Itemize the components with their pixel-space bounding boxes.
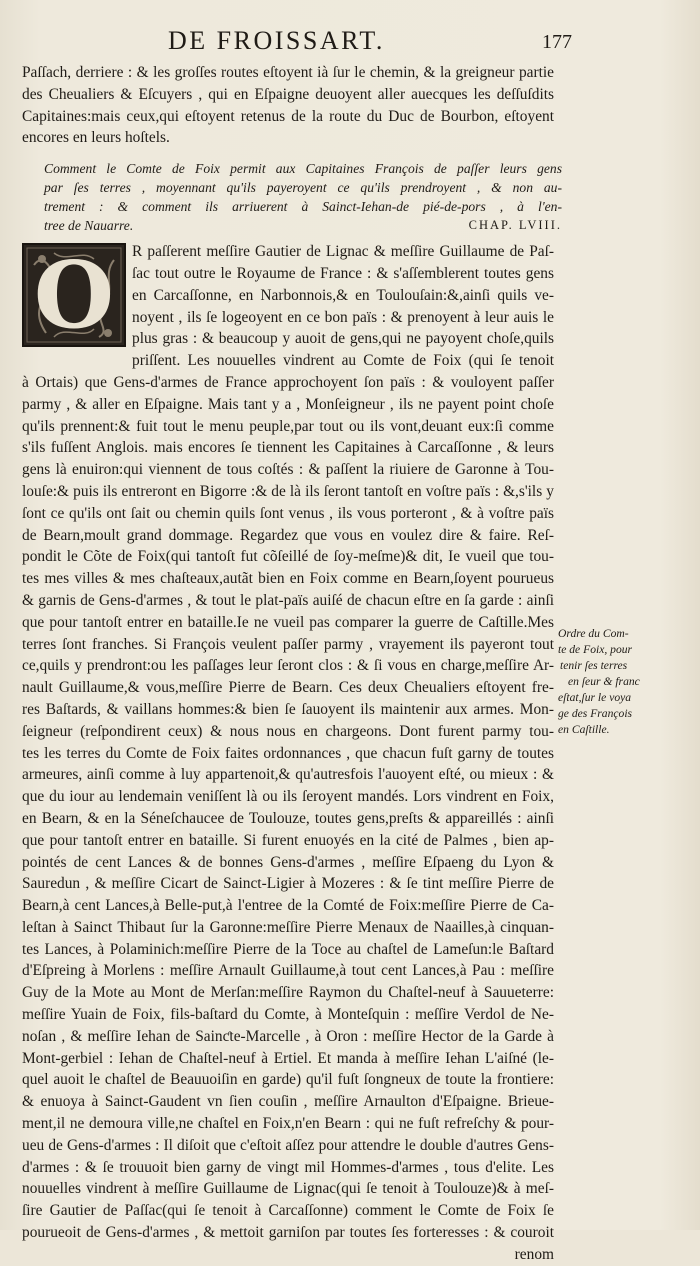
text-line: priſſent. Les nouuelles vindrent au Comte de Foix (qui ſe tenoit xyxy=(132,352,554,370)
page-header xyxy=(0,24,700,58)
text-line: ſac tout outre le Royaume de France : & s'aſſemblerent toutes gens xyxy=(132,264,554,282)
text-line: pointés de cent Lances & de bonnes Gens-d'armes , meſſire Eſpaeng du Lyon & xyxy=(22,853,554,871)
text-line: nault Guillaume,& vous,meſſire Pierre de Bearn. Ces deux Cheualiers eſtoyent fre- xyxy=(22,679,554,697)
text-line: d'armes : & ſe trouuoit bien garny de vingt mil Hommes-d'armes , tous d'elite. Les xyxy=(22,1158,554,1176)
paragraph-with-initial xyxy=(22,241,554,372)
text-line: que du iour au lendemain veniſſent là ou ils ſeroyent mandés. Lors vindrent en Foix, xyxy=(22,788,554,806)
text-line: pondit le Cõte de Foix(qui tantoſt fut cõſeillé de ſoy-meſme)& dit, Ie vueil que tou- xyxy=(22,548,554,566)
text-line: qu'ils prennent:& fuit tout le menu peuple,par tout ou ils vont,deuant eux:ſi comme xyxy=(22,417,554,435)
catchword: renom xyxy=(514,1245,554,1263)
text-line: noyent , ils ſe logeoyent en ce bon païs : & prenoyent à leur auis le xyxy=(132,308,554,326)
marginal-line: en ſeur & franc xyxy=(568,675,640,688)
text-line: tes Lances, à Polaminich:meſſire Pierre de la Toce au chaſtel de Lameſun:le Baſtard xyxy=(22,940,554,958)
text-line: ment,il ne demoura ville,ne chaſtel en Foix,n'en Bearn : qui ne fuſt refreſchy & pour- xyxy=(22,1115,554,1133)
text-line: armeures, ainſi comme à luy appartenoit,& qu'autresfois l'auoyent eſté, ou mieux : & xyxy=(22,766,554,784)
text-line: res Baſtards, & vaillans hommes:& bien ſe ſauoyent ils maintenir aux armes. Mon- xyxy=(22,700,554,718)
heading-line: trement : & comment ils arriuerent à Sainct-Iehan-de pié-de-pors , à l'en- xyxy=(44,199,562,215)
text-line: Sauredun , & meſſire Cicart de Sainct-Ligier à Mozeres : & ſe tint meſſire Pierre de xyxy=(22,875,554,893)
marginal-line: Ordre du Com- xyxy=(558,627,629,640)
marginal-line: eſtat,ſur le voya xyxy=(558,691,632,704)
decorated-initial xyxy=(22,241,126,350)
heading-line-end: tree de Nauarre. xyxy=(44,218,134,234)
text-line: nouuelles vindrent à meſſire Guillaume de Lignac(qui ſe tenoit à Toulouze)& à meſ- xyxy=(22,1180,554,1198)
text-line: pourueoit de Gens-d'armes , & mettoit garniſon par toutes ſes forteresses : & couroit xyxy=(22,1224,554,1242)
text-line: d'Eſpreing à Morlens : meſſire Arnault Guillaume,à tout cent Lances,à Pau : meſſire xyxy=(22,962,554,980)
text-line: ſire Gautier de Paſſac(qui ſe tenoit à Carcaſſonne) comment le Comte de Foix ſe xyxy=(22,1202,554,1220)
marginal-line: te de Foix, pour xyxy=(558,643,633,656)
text-line: R paſſerent meſſire Gautier de Lignac & meſſire Guillaume de Paſ- xyxy=(132,243,554,261)
text-line: gens là enuiron:qui viennent de tous coſtés : & paſſent la riuiere de Garonne à Tou- xyxy=(22,461,554,479)
text-line: quel auoit le chaſtel de Beauuoiſin en garde) qu'il fuſt ſongneux de toute la frontiere: xyxy=(22,1071,554,1089)
text-line: & garnis de Gens-d'armes , & tout le plat-païs auiſé de chacun eſtre en ſa garde : ainſi xyxy=(22,591,554,609)
text-line: à Ortais) que Gens-d'armes de France approchoyent ſon païs : & vouloyent paſſer xyxy=(22,373,554,391)
text-line: ſeigneur (reſpondirent ceux) & nous nous en chargeons. Dont furent parmy tou- xyxy=(22,722,554,740)
initial-letter: O xyxy=(33,241,115,350)
heading-line xyxy=(22,216,562,235)
chapter-label: CHAP. LVIII. xyxy=(468,218,562,233)
text-line: Paſſach, derriere : & les groſſes routes eſtoyent ià ſur le chemin, & la greigneur partie xyxy=(22,64,554,81)
text-line: tes mes villes & mes chaſteaux,autãt bien en Foix comme en Bearn,ſoyent pourueus xyxy=(22,570,554,588)
text-line: & enuoya à Sainct-Gaudent vn ſien couſin , meſſire Arnaulton d'Eſpaigne. Brieue- xyxy=(22,1093,554,1111)
text-line: meſſire Yuain de Foix, fils-baſtard du Comte, à Monteſquin : meſſire Verdol de Ne- xyxy=(22,1006,554,1024)
text-line: ueu de Gens-d'armes : Il diſoit que c'eſtoit aſſez pour attendre le double d'autres Gens- xyxy=(22,1136,554,1154)
text-line: de Bearn,moult grand dommage. Regardez que vous en voulez dire & faire. Reſ- xyxy=(22,526,554,544)
text-line: s'ils fuſſent Anglois. mais encores ſe tiennent les Capitaines à Carcaſſonne , & leurs xyxy=(22,439,554,457)
text-line: plus gras : & beaucoup y auoit de gens,qui ne payoyent choſe,quils xyxy=(132,330,554,348)
text-line: des Cheualiers & Eſcuyers , qui en Eſpaigne deuoyent aller auecques les deſſuſdits xyxy=(22,85,554,103)
catchword-line xyxy=(22,1244,554,1266)
page-number: 177 xyxy=(542,31,572,53)
text-line: Mont-gerbiel : Iehan de Chaſtel-neuf à Ertiel. Et manda à meſſire Iehan L'aiſné (le- xyxy=(22,1049,554,1067)
chapter-heading xyxy=(22,159,562,235)
running-title: DE FROISSART. xyxy=(168,26,385,55)
text-line: encores en leurs hoſtels. xyxy=(22,129,170,147)
text-line: Capitaines:mais ceux,qui eſtoyent retenus de la route du Duc de Bourbon, eſtoyent xyxy=(22,107,554,125)
paragraph-top xyxy=(22,62,554,149)
text-line: tes les terres du Comte de Foix faites ordonnances , que chacun fuſt garny de toutes xyxy=(22,744,554,762)
marginal-line: en Caſtille. xyxy=(558,723,610,736)
heading-line: Comment le Comte de Foix permit aux Capitaines François de paſſer leurs gens xyxy=(44,161,562,177)
text-line: Guy de la Mote au Mont de Merſan:meſſire Raymon du Chaſtel-neuf à Sauueterre: xyxy=(22,984,554,1002)
text-line: parmy , & aller en Eſpaigne. Mais tant y a , Monſeigneur , ils ne payent point choſe xyxy=(22,395,554,413)
text-line: Bearn,à cent Lances,à Belle-put,à l'entree de la Comté de Foix:meſſire Pierre de Ca- xyxy=(22,897,554,915)
paragraph-main xyxy=(22,372,554,1244)
marginal-line: ge des François xyxy=(558,707,633,720)
marginal-line: tenir ſes terres xyxy=(560,659,628,672)
text-line: leſtan à Sainct Thibaut ſur la Garonne:meſſire Pierre Menaux de Naailles,à cinquan- xyxy=(22,918,554,936)
heading-line: par ſes terres , moyennant qu'ils payeroyent ce qu'ils prendroyent , & non au- xyxy=(44,180,562,196)
text-line: que pour tantoſt entrer en bataille. Si furent enuoyés en la cité de Palmes , bien ap- xyxy=(22,831,554,849)
text-line: noſan , & meſſire Iehan de Sainƈte-Marcelle , à Oron : meſſire Hector de la Garde à xyxy=(22,1027,554,1045)
text-line: ce,quils y prendront:ou les paſſages leur ſeront clos : & ſi vous en charge,meſſire Ar- xyxy=(22,657,554,675)
text-line: ſont ce qu'ils ont ſait ou chemin quils ſont venus , ils vous porteront , & à voſtre païs xyxy=(22,504,554,522)
text-block xyxy=(22,62,562,1266)
text-line: que pour tantoſt entrer en bataille.Ie ne vueil pas comparer la guerre de Caſtille.Mes xyxy=(22,613,554,631)
text-line: louſe:& puis ils entreront en Bigorre :& de là ils ſeront tantoſt en voſtre païs : &,s'ils y xyxy=(22,482,554,500)
text-line: en Bearn, & en la Séneſchaucee de Toulouze, toutes gens,preſts & appareillés : ainſi xyxy=(22,809,554,827)
text-line: en Carcaſſonne, en Narbonnois,& en Toulouſain:&,ainſi quils ve- xyxy=(132,286,554,304)
text-line: terres ſont franches. Si François veulent paſſer parmy , vrayement ils payeront tout xyxy=(22,635,554,653)
marginal-note xyxy=(558,626,670,738)
